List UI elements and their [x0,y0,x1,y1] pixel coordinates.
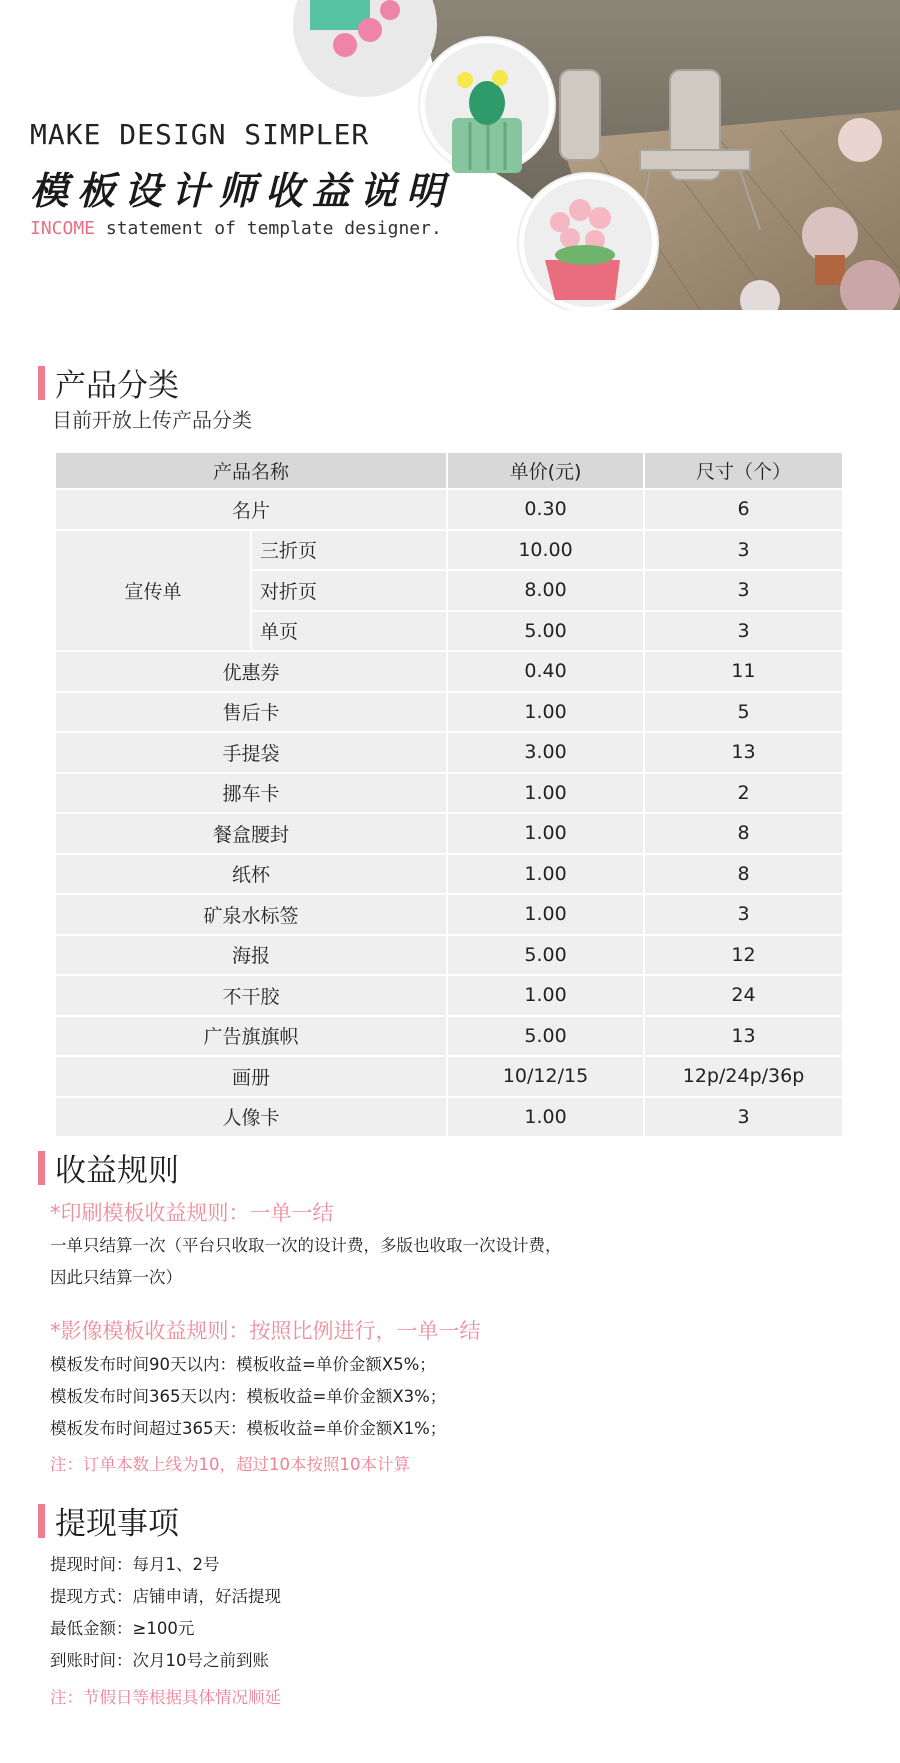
product-price: 1.00 [447,692,644,733]
product-price: 1.00 [447,813,644,854]
print-rule-title: *印刷模板收益规则：一单一结 [50,1201,334,1225]
subtitle-rest: statement of template designer. [95,218,442,239]
product-name: 人像卡 [55,1097,447,1138]
product-size: 6 [644,489,843,530]
image-rule-line: 模板发布时间365天以内：模板收益=单价金额X3%； [50,1387,447,1406]
product-size: 12 [644,935,843,976]
table-row [55,489,843,530]
table-row [55,530,843,571]
table-row [55,975,843,1016]
section-income-header [38,1145,179,1190]
product-price: 1.00 [447,854,644,895]
income-note: 注：订单本数上线为10，超过10本按照10本计算 [50,1455,410,1474]
product-price: 1.00 [447,1097,644,1138]
product-price: 1.00 [447,773,644,814]
product-size: 8 [644,854,843,895]
product-size: 13 [644,732,843,773]
section-title: 产品分类 [55,368,179,404]
section-accent-bar [38,366,45,400]
product-name: 矿泉水标签 [55,894,447,935]
withdraw-time: 提现时间：每月1、2号 [50,1555,220,1574]
table-row [55,854,843,895]
product-subtype: 单页 [251,611,447,652]
product-name: 海报 [55,935,447,976]
product-size: 11 [644,651,843,692]
product-size: 8 [644,813,843,854]
column-header: 产品名称 [55,452,447,489]
table-row [55,935,843,976]
print-rule-line: 因此只结算一次） [50,1268,182,1287]
product-name: 售后卡 [55,692,447,733]
product-table [54,451,844,1138]
product-size: 12p/24p/36p [644,1056,843,1097]
hero-banner [0,0,900,310]
product-size: 2 [644,773,843,814]
table-row [55,1016,843,1057]
section-accent-bar [38,1504,45,1538]
page-title: 模板设计师收益说明 [30,168,454,213]
image-rule-line: 模板发布时间超过365天：模板收益=单价金额X1%； [50,1419,447,1438]
withdraw-minimum: 最低金额：≥100元 [50,1619,195,1638]
product-price: 10/12/15 [447,1056,644,1097]
withdraw-arrival: 到账时间：次月10号之前到账 [50,1651,269,1670]
product-price: 5.00 [447,935,644,976]
product-name: 广告旗旗帜 [55,1016,447,1057]
product-size: 24 [644,975,843,1016]
product-subtype: 三折页 [251,530,447,571]
table-row [55,1056,843,1097]
table-row [55,894,843,935]
product-size: 5 [644,692,843,733]
table-row [55,1097,843,1138]
table-header-row [55,452,843,489]
product-size: 3 [644,894,843,935]
product-price: 8.00 [447,570,644,611]
product-name: 画册 [55,1056,447,1097]
withdraw-note: 注：节假日等根据具体情况顺延 [50,1688,281,1707]
image-rule-title: *影像模板收益规则：按照比例进行，一单一结 [50,1319,481,1343]
table-row [55,732,843,773]
product-price: 3.00 [447,732,644,773]
product-name: 名片 [55,489,447,530]
product-name: 纸杯 [55,854,447,895]
product-name: 宣传单 [55,530,251,652]
deck-photo [0,0,900,310]
section-category-header [38,360,179,405]
table-row [55,692,843,733]
table-row [55,813,843,854]
product-price: 0.40 [447,651,644,692]
hero-subtitle [30,218,442,239]
table-row [55,651,843,692]
column-header: 尺寸（个） [644,452,843,489]
product-price: 10.00 [447,530,644,571]
product-price: 1.00 [447,894,644,935]
subtitle-highlight: INCOME [30,218,96,239]
product-price: 5.00 [447,611,644,652]
product-price: 1.00 [447,975,644,1016]
product-size: 3 [644,1097,843,1138]
section-title: 提现事项 [55,1506,179,1542]
product-size: 3 [644,611,843,652]
section-accent-bar [38,1151,45,1185]
category-intro: 目前开放上传产品分类 [52,408,252,432]
product-subtype: 对折页 [251,570,447,611]
product-name: 不干胶 [55,975,447,1016]
product-name: 优惠券 [55,651,447,692]
tagline: MAKE DESIGN SIMPLER [30,118,370,151]
print-rule-line: 一单只结算一次（平台只收取一次的设计费，多版也收取一次设计费， [50,1236,562,1255]
column-header: 单价(元) [447,452,644,489]
product-name: 餐盒腰封 [55,813,447,854]
withdraw-method: 提现方式：店铺申请，好活提现 [50,1587,281,1606]
product-name: 手提袋 [55,732,447,773]
product-size: 3 [644,530,843,571]
product-price: 0.30 [447,489,644,530]
product-size: 3 [644,570,843,611]
product-price: 5.00 [447,1016,644,1057]
table-row [55,773,843,814]
section-withdraw-header [38,1498,179,1543]
image-rule-line: 模板发布时间90天以内：模板收益=单价金额X5%； [50,1355,436,1374]
section-title: 收益规则 [55,1153,179,1189]
product-name: 挪车卡 [55,773,447,814]
product-size: 13 [644,1016,843,1057]
